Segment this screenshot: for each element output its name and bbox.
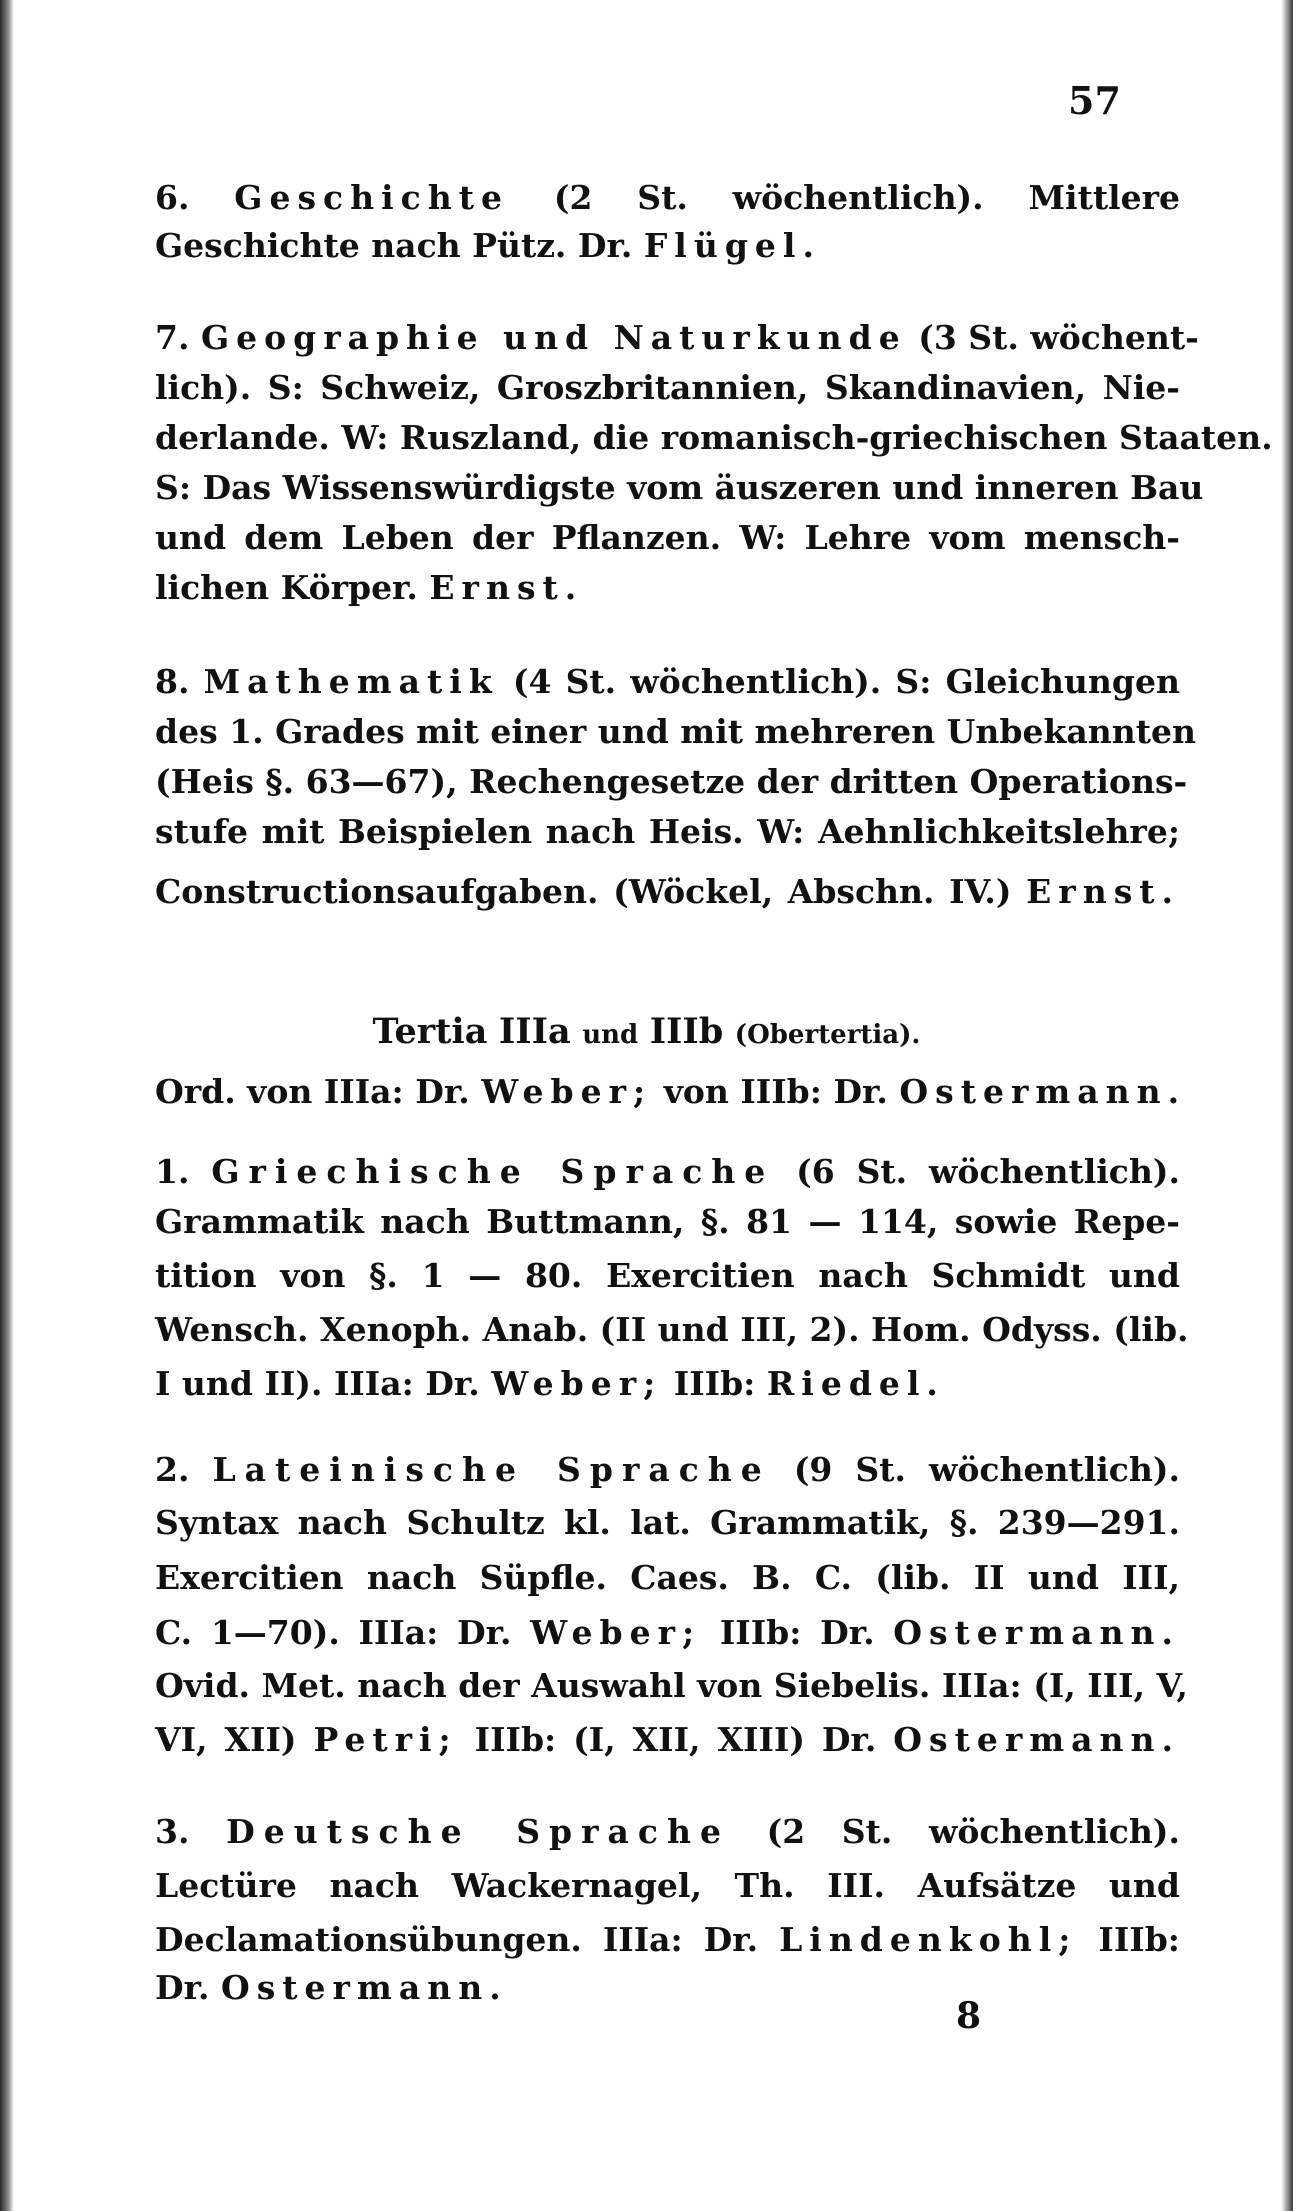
section-number: 6. bbox=[155, 178, 190, 217]
line-text: Geschichte nach Pütz. Dr. bbox=[155, 226, 633, 265]
tertia-2-line-5: Ovid. Met. nach der Auswahl von Siebelis. IIIa: (I, III, V, bbox=[155, 1666, 1188, 1705]
section-8-line-5 bbox=[155, 872, 1180, 912]
section-8-line-2: des 1. Grades mit einer und mit mehreren Unbekannten bbox=[155, 712, 1196, 751]
section-7-line-4: S: Das Wissenswürdigste vom äuszeren und inneren Bau bbox=[155, 468, 1204, 507]
teacher-name: Ostermann. bbox=[220, 1968, 508, 2007]
page-number: 57 bbox=[1068, 78, 1121, 123]
teacher-name: Weber; bbox=[530, 1613, 702, 1652]
tertia-3-line-3 bbox=[155, 1920, 1180, 1960]
tertia-1-line-5 bbox=[155, 1364, 1180, 1404]
line-text: VI, XII) bbox=[155, 1720, 297, 1759]
tertia-1-line-4: Wensch. Xenoph. Anab. (II und III, 2). Hom. Odyss. (lib. bbox=[155, 1310, 1189, 1349]
line-text: (4 St. wöchentlich). S: Gleichungen bbox=[512, 662, 1180, 701]
line-text: lichen Körper. bbox=[155, 568, 418, 607]
line-text: (6 St. wöchentlich). bbox=[796, 1152, 1180, 1191]
line-text: Dr. bbox=[155, 1968, 210, 2007]
tertia-3-line-4 bbox=[155, 1968, 1180, 2008]
teacher-name: Ernst. bbox=[429, 568, 584, 607]
section-7-line-5: und dem Leben der Pflanzen. W: Lehre vom mensch- bbox=[155, 518, 1180, 557]
subject-name: Griechische Sprache bbox=[211, 1152, 775, 1191]
teacher-name: Ernst. bbox=[1026, 872, 1180, 911]
subject-name: Deutsche Sprache bbox=[226, 1812, 730, 1851]
ordinarius-line bbox=[155, 1072, 1187, 1112]
teacher-name: Riedel. bbox=[766, 1364, 945, 1403]
line-text: (2 St. wöchentlich). bbox=[766, 1812, 1180, 1851]
section-number: 1. bbox=[155, 1152, 190, 1191]
heading-und: und bbox=[582, 1020, 639, 1050]
subject-name: Lateinische Sprache bbox=[212, 1450, 771, 1489]
line-text: IIIb: bbox=[1098, 1920, 1180, 1959]
teacher-name: Petri; bbox=[313, 1720, 458, 1759]
teacher-name: Flügel. bbox=[643, 226, 821, 265]
tertia-2-line-6 bbox=[155, 1720, 1180, 1760]
line-text: (3 St. wöchent- bbox=[918, 318, 1199, 357]
section-8-line-1 bbox=[155, 662, 1180, 702]
tertia-2-line-3: Exercitien nach Süpfle. Caes. B. C. (lib. II und III, bbox=[155, 1558, 1180, 1597]
tertia-1-line-1 bbox=[155, 1152, 1180, 1192]
tertia-1-line-3: tition von §. 1 — 80. Exercitien nach Schmidt und bbox=[155, 1256, 1180, 1295]
section-7-line-3: derlande. W: Ruszland, die romanisch-griechischen Staaten. bbox=[155, 418, 1273, 457]
line-text: IIIb: bbox=[673, 1364, 756, 1403]
heading-class-a: IIIa bbox=[498, 1011, 571, 1052]
section-number: 8. bbox=[155, 662, 190, 701]
heading-tertia: Tertia bbox=[372, 1011, 488, 1052]
line-text: (2 St. wöchentlich). Mittlere bbox=[553, 178, 1180, 217]
teacher-name: Ostermann. bbox=[893, 1613, 1180, 1652]
heading-subtitle: (Obertertia). bbox=[734, 1020, 921, 1050]
subject-name: Mathematik bbox=[203, 662, 499, 701]
teacher-name: Ostermann. bbox=[893, 1720, 1181, 1759]
line-text: IIIb: (I, XII, XIII) Dr. bbox=[474, 1720, 877, 1759]
line-text: Declamationsübungen. IIIa: Dr. bbox=[155, 1920, 759, 1959]
page-edge-right bbox=[1281, 0, 1293, 2211]
line-text: (9 St. wöchentlich). bbox=[793, 1450, 1180, 1489]
section-6-line-1 bbox=[155, 178, 1180, 218]
teacher-name: Lindenkohl; bbox=[779, 1920, 1078, 1959]
section-8-line-3: (Heis §. 63—67), Rechengesetze der dritten Operations- bbox=[155, 762, 1188, 801]
line-text: I und II). IIIa: Dr. bbox=[155, 1364, 480, 1403]
tertia-2-line-1 bbox=[155, 1450, 1180, 1490]
teacher-name: Weber; bbox=[481, 1072, 653, 1111]
line-text: von IIIb: Dr. bbox=[663, 1072, 888, 1111]
section-6-line-2 bbox=[155, 226, 1180, 266]
section-7-line-1 bbox=[155, 318, 1199, 358]
tertia-3-line-2: Lectüre nach Wackernagel, Th. III. Aufsätze und bbox=[155, 1866, 1180, 1905]
section-number: 7. bbox=[155, 318, 190, 357]
tertia-1-line-2: Grammatik nach Buttmann, §. 81 — 114, sowie Repe- bbox=[155, 1202, 1180, 1241]
section-8-line-4: stufe mit Beispielen nach Heis. W: Aehnlichkeitslehre; bbox=[155, 812, 1180, 851]
subject-name: Geschichte bbox=[234, 178, 509, 217]
tertia-3-line-1 bbox=[155, 1812, 1180, 1852]
line-text: C. 1—70). IIIa: Dr. bbox=[155, 1613, 512, 1652]
line-text: Ord. von IIIa: Dr. bbox=[155, 1072, 470, 1111]
teacher-name: Weber; bbox=[491, 1364, 663, 1403]
section-number: 2. bbox=[155, 1450, 190, 1489]
subject-name: Geographie und Naturkunde bbox=[200, 318, 907, 357]
tertia-2-line-4 bbox=[155, 1613, 1180, 1653]
section-number: 3. bbox=[155, 1812, 190, 1851]
section-7-line-6 bbox=[155, 568, 1180, 608]
section-7-line-2: lich). S: Schweiz, Groszbritannien, Skandinavien, Nie- bbox=[155, 368, 1180, 407]
teacher-name: Ostermann. bbox=[899, 1072, 1187, 1111]
signature-mark: 8 bbox=[956, 1995, 982, 2037]
class-heading bbox=[0, 1012, 1293, 1055]
line-text: IIIb: Dr. bbox=[719, 1613, 875, 1652]
tertia-2-line-2: Syntax nach Schultz kl. lat. Grammatik, §. 239—291. bbox=[155, 1503, 1180, 1542]
page-edge-left bbox=[0, 0, 14, 2211]
line-text: Constructionsaufgaben. (Wöckel, Abschn. IV.) bbox=[155, 872, 1012, 911]
heading-class-b: IIIb bbox=[649, 1011, 724, 1052]
